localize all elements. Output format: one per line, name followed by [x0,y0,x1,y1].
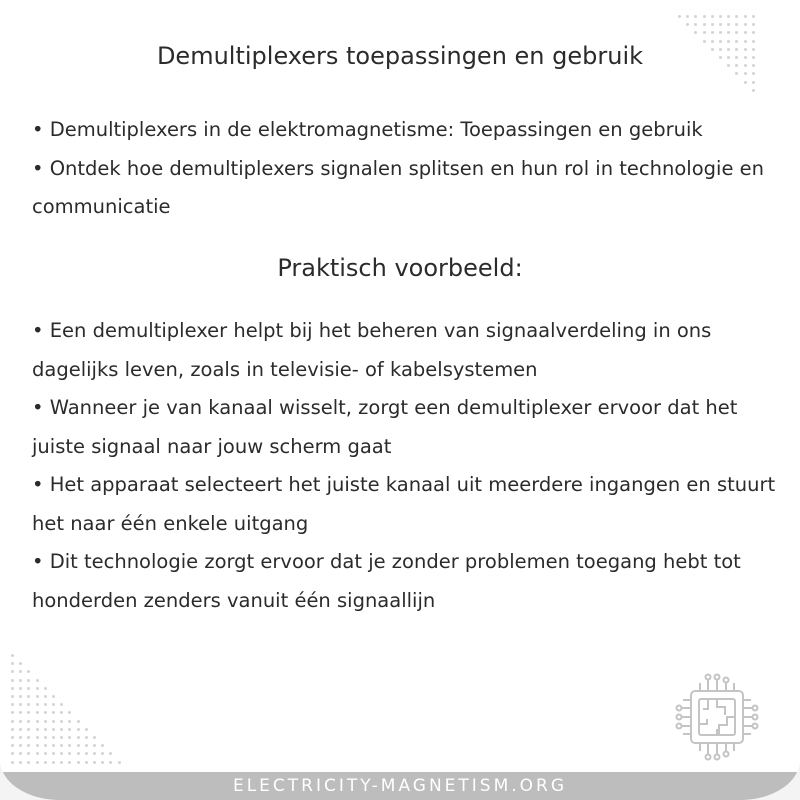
dot [703,15,706,18]
dot [60,761,63,764]
dot [11,703,14,706]
dot [752,15,755,18]
dot [11,679,14,682]
dot [52,744,55,747]
dot [19,711,22,714]
dot [703,23,706,26]
dot [36,695,39,698]
list-item: • Demultiplexers in de elektromagnetisme: Toepassingen en gebruik [32,118,703,141]
list-item: • Dit technologie zorgt ervoor dat je zonder problemen toegang hebt tot honderden zenders vanuit één signaallijn [32,550,741,612]
dot [27,720,30,723]
dot [101,761,104,764]
dot [27,703,30,706]
dot [77,720,80,723]
page-title: Demultiplexers toepassingen en gebruik [156,42,644,70]
dot [27,728,30,731]
dot [11,687,14,690]
dot [719,23,722,26]
dot [27,752,30,755]
example-list [32,312,777,620]
dot [44,744,47,747]
dot [44,687,47,690]
dot [85,761,88,764]
dot [44,752,47,755]
dot [77,761,80,764]
dot [77,736,80,739]
dot [727,23,730,26]
dot [36,720,39,723]
dot [752,72,755,75]
dot [11,752,14,755]
dot [44,761,47,764]
dot [27,711,30,714]
dot [52,720,55,723]
dot [27,761,30,764]
dot [11,744,14,747]
dot [27,687,30,690]
dot [711,15,714,18]
dot [19,687,22,690]
dot [36,711,39,714]
dot [44,711,47,714]
dot [68,752,71,755]
dot [678,15,681,18]
section-heading: Praktisch voorbeeld: [277,254,523,282]
dot [686,23,689,26]
dot [93,744,96,747]
dot [68,720,71,723]
dot [735,15,738,18]
dot [68,711,71,714]
dot [101,752,104,755]
dot [60,703,63,706]
dot [719,31,722,34]
dot [27,670,30,673]
dot [52,761,55,764]
microchip-icon [672,672,762,762]
dot [19,761,22,764]
dot [44,720,47,723]
dot [27,744,30,747]
dot [744,15,747,18]
dot [744,23,747,26]
dot [77,728,80,731]
dot [735,23,738,26]
dot [11,728,14,731]
dot [52,711,55,714]
dot [19,720,22,723]
dot [27,679,30,682]
dot [68,736,71,739]
dot [719,15,722,18]
dot [19,744,22,747]
dot [11,736,14,739]
dot [52,736,55,739]
dot [744,72,747,75]
dot [68,744,71,747]
dot [11,711,14,714]
list-item: • Het apparaat selecteert het juiste kanaal uit meerdere ingangen en stuurt het naar één enkele uitgang [32,473,776,535]
dot [52,752,55,755]
dot [52,703,55,706]
dot [85,736,88,739]
dot [60,728,63,731]
dot [118,761,121,764]
dot [727,15,730,18]
dot [93,736,96,739]
list-item: • Een demultiplexer helpt bij het beheren van signaalverdeling in ons dagelijks leven, zoals in televisie- of kabelsystemen [32,319,712,381]
dot [36,761,39,764]
dot [694,15,697,18]
dot [27,695,30,698]
dot [11,695,14,698]
dot [744,31,747,34]
dot [19,679,22,682]
dot [19,695,22,698]
dot [19,752,22,755]
footer-site-name: ELECTRICITY-MAGNETISM.ORG [0,772,800,800]
intro-list [32,111,777,227]
dot [60,752,63,755]
dot [744,81,747,84]
dot [19,662,22,665]
list-item: • Ontdek hoe demultiplexers signalen splitsen en hun rol in technologie en communicatie [32,156,764,218]
dot [11,654,14,657]
dot [93,752,96,755]
dot [60,720,63,723]
dot [36,728,39,731]
dot [752,89,755,92]
dot [19,728,22,731]
dot [109,752,112,755]
dot [11,662,14,665]
list-item: • Wanneer je van kanaal wisselt, zorgt een demultiplexer ervoor dat het juiste signaal naar jouw scherm gaat [32,396,738,458]
dot [60,711,63,714]
dot [19,703,22,706]
dot [752,31,755,34]
dot [44,695,47,698]
dot [36,687,39,690]
dot [77,752,80,755]
dot [36,679,39,682]
dot [11,670,14,673]
dot [101,744,104,747]
dot [752,81,755,84]
dot [36,744,39,747]
dot [727,31,730,34]
dot [735,31,738,34]
dot [36,752,39,755]
dot [77,744,80,747]
dot [60,744,63,747]
dot [36,703,39,706]
dot [44,736,47,739]
dot [19,736,22,739]
dot [109,761,112,764]
dot [85,728,88,731]
dot [19,670,22,673]
dot [27,736,30,739]
dot [694,31,697,34]
dot [752,23,755,26]
dot [44,703,47,706]
dot [686,15,689,18]
dot [711,23,714,26]
dot [11,761,14,764]
dot [68,761,71,764]
dot [52,728,55,731]
dot [68,728,71,731]
dot [711,31,714,34]
dot [60,736,63,739]
dot [694,23,697,26]
dot [735,72,738,75]
dot [11,720,14,723]
dot [85,744,88,747]
dot [93,761,96,764]
dot [44,728,47,731]
dot [52,695,55,698]
dot [36,736,39,739]
dot [85,752,88,755]
dot [703,31,706,34]
